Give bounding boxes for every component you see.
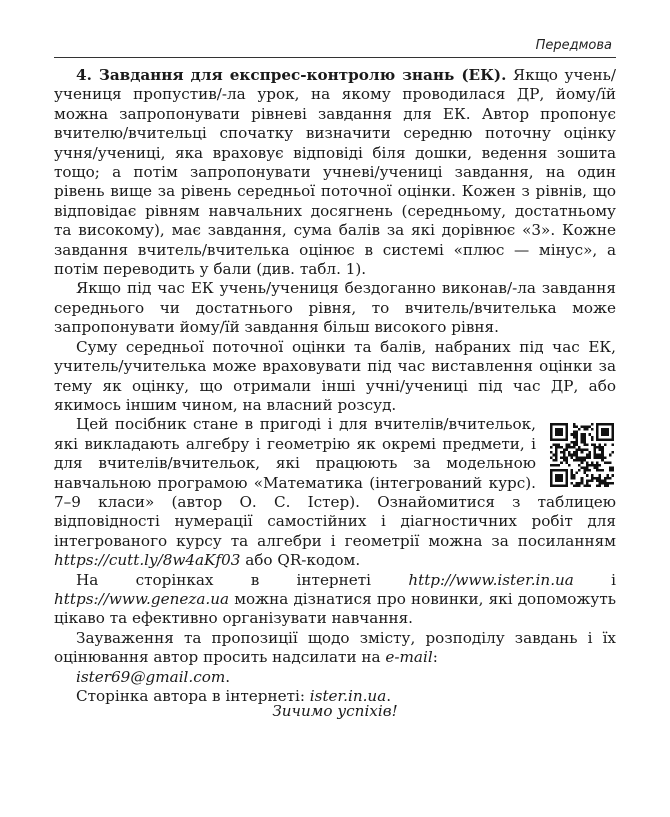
feedback-text: Зауваження та пропозиції щодо змісту, розподілу завдань і їх оцінювання автор просить надсилати на bbox=[54, 628, 616, 667]
paragraph-average-score: Суму середньої поточної оцінки та балів, набраних під час ЕК, учитель/учителька може враховувати під час виставлення оцінки за тему як оцінку, що отримали інші учні/учениці під час ДР, або якимось іншим чином, на власний розсуд. bbox=[54, 337, 616, 414]
ek-heading: 4. Завдання для експрес-контролю знань (ЕК). bbox=[76, 66, 507, 84]
integrated-course-tail: або QR-кодом. bbox=[240, 551, 361, 570]
author-page-link[interactable]: ister.in.ua bbox=[309, 687, 387, 705]
ek-text: Якщо учень/учениця пропустив/-ла урок, на якому проводилася ДР, йому/їй можна запропонувати рівневі завдання для ЕК. Автор пропонує вчителю/вчительці спочатку визначити середню поточну оцінку учня/учениці, яка враховує відповіді біля дошки, ведення зошита тощо; а потім запропонувати учневі/учениці завдання, на один рівень вище за рівень середньої поточної оцінки. Кожен з рівнів, що відповідає рівням навчальних досягнень (середньому, достатньому та високому), має завдання, сума балів за які дорівнює «3». Кожне завдання вчитель/вчителька оцінює в системі «плюс — мінус», а потім переводить у бали (див. табл. 1). bbox=[54, 66, 616, 279]
qr-code-icon[interactable] bbox=[550, 423, 614, 487]
paragraph-websites bbox=[54, 571, 616, 629]
paragraph-feedback bbox=[54, 629, 616, 668]
feedback-colon: : bbox=[432, 648, 438, 667]
paragraph-email bbox=[54, 668, 616, 687]
section-title: Передмова bbox=[535, 38, 612, 53]
email-link[interactable]: ister69@gmail.com bbox=[76, 667, 226, 686]
websites-tail: можна дізнатися про новинки, які допоможуть цікаво та ефективно організувати навчання. bbox=[54, 589, 616, 628]
ister-site-link[interactable]: http://www.ister.in.ua bbox=[408, 570, 574, 589]
running-header bbox=[54, 38, 616, 58]
paragraph-higher-level: Якщо під час ЕК учень/учениця бездоганно виконав/-ла завдання середнього чи достатнього рівня, то вчитель/вчителька може запропонувати йому/їй завдання більш високого рівня. bbox=[54, 279, 616, 337]
closing-wish: Зичимо успіхів! bbox=[272, 702, 398, 720]
websites-conjunction: і bbox=[573, 570, 616, 589]
paragraph-integrated-course bbox=[54, 415, 616, 570]
page-body bbox=[54, 66, 616, 706]
author-page-suffix: . bbox=[386, 687, 392, 705]
integrated-course-text: Цей посібник стане в пригоді і для вчителів/вчительок, які викладають алгебру і геометрію як окремі предмети, і для вчителів/вчительок, які працюють за модельною навчальною програмою «Математика (інтегрований курс). 7–9 класи» (автор О. С. Істер). Ознайомитися з таблицею відповідності нумерації самостійних і діагностичних робіт для інтегрованого курсу та алгебри і геометрії можна за посиланням bbox=[54, 415, 616, 550]
table-link[interactable]: https://cutt.ly/8w4aKf03 bbox=[54, 551, 241, 570]
geneza-site-link[interactable]: https://www.geneza.ua bbox=[54, 589, 230, 608]
email-suffix: . bbox=[225, 667, 231, 686]
author-page-text: Сторінка автора в інтернеті: bbox=[76, 687, 310, 705]
header-rule bbox=[54, 57, 616, 58]
email-label: e-mail bbox=[385, 648, 433, 667]
websites-text: На сторінках в інтернеті bbox=[76, 570, 409, 589]
paragraph-ek bbox=[54, 66, 616, 279]
